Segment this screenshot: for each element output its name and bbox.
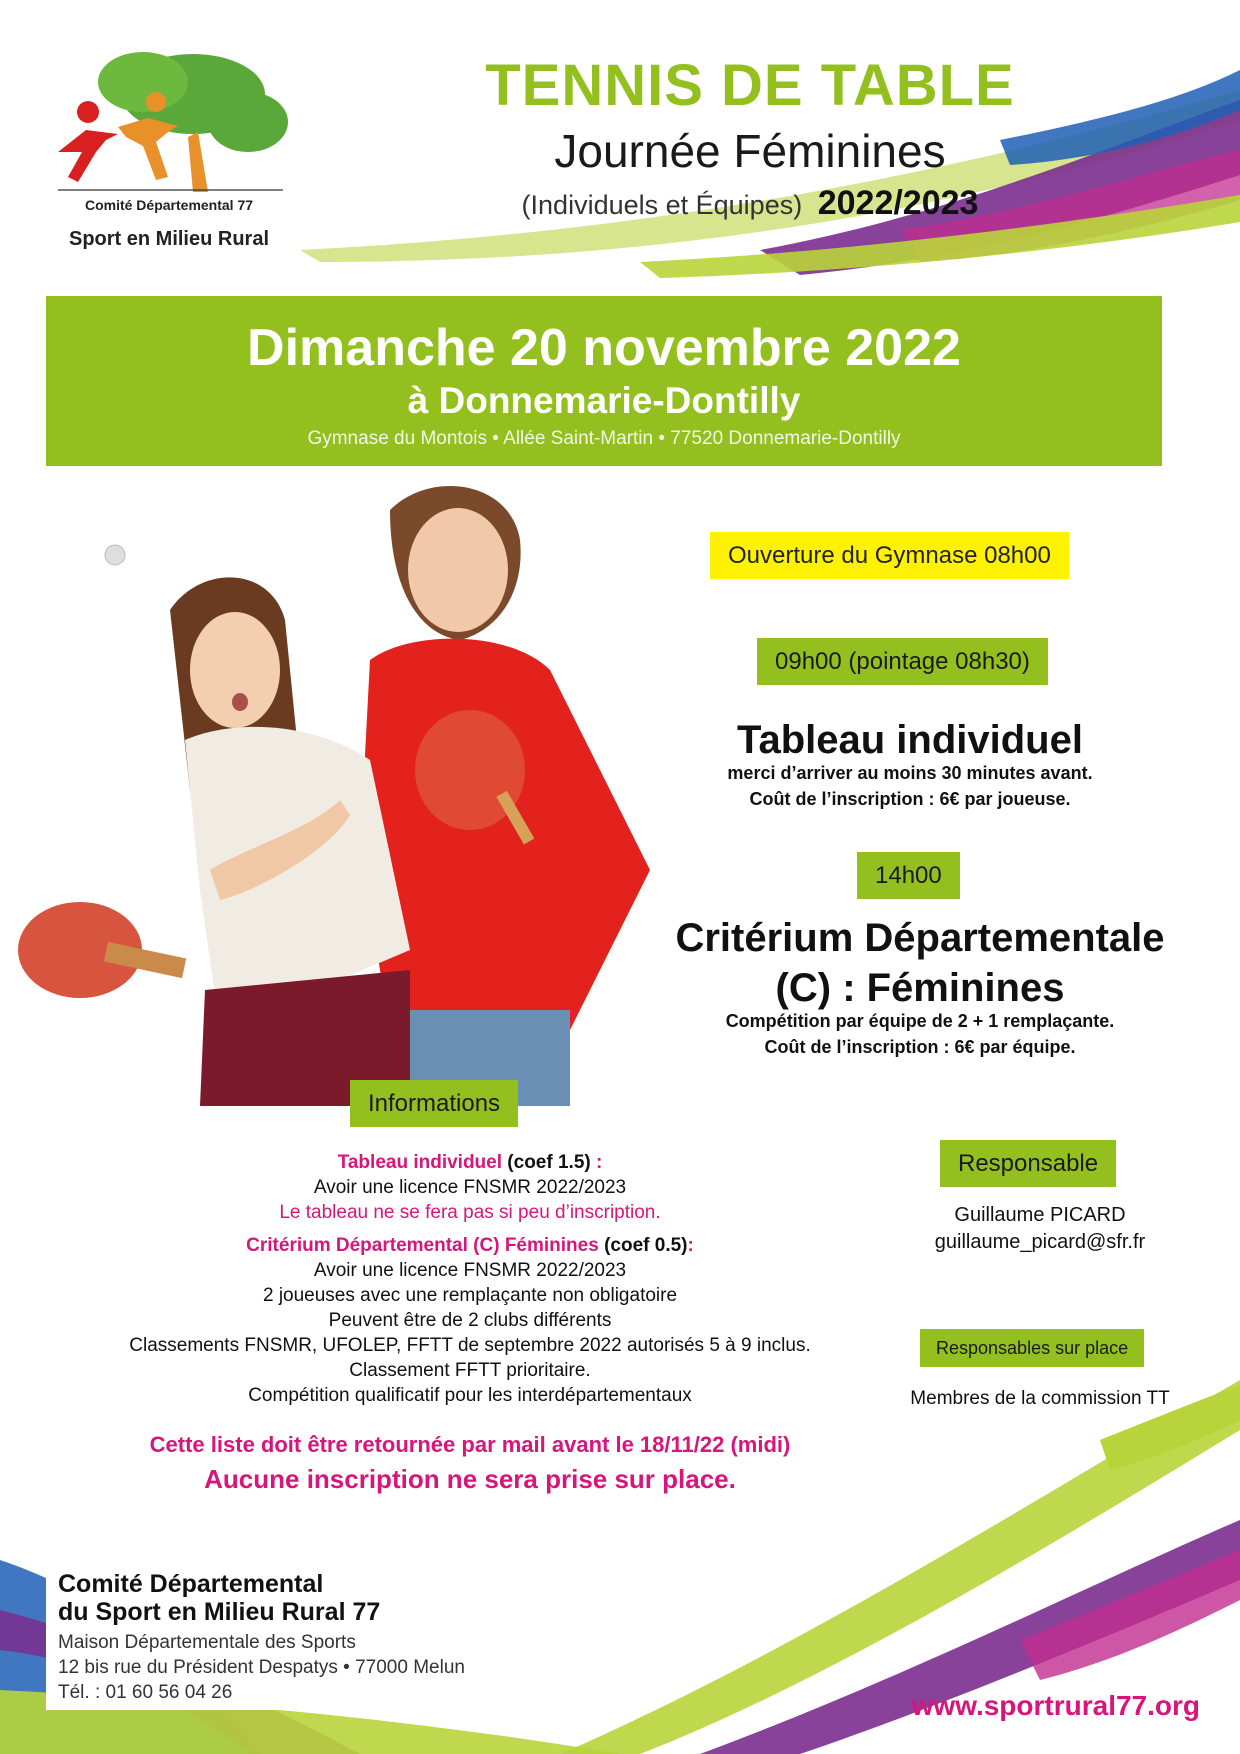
afternoon-note-2: Coût de l’inscription : 6€ par équipe. <box>764 1037 1076 1057</box>
morning-note-2: Coût de l’inscription : 6€ par joueuse. <box>749 789 1071 809</box>
footer-address-line-1: Maison Départementale des Sports <box>58 1632 356 1653</box>
no-onsite-warning: Aucune inscription ne sera prise sur place. <box>204 1464 736 1494</box>
individual-line-2: Le tableau ne se fera pas si peu d’inscription. <box>279 1202 661 1223</box>
logo-committee-text: Comité Départemental 77 <box>84 197 254 213</box>
footer-address <box>58 1630 528 1705</box>
page-title: TENNIS DE TABLE <box>485 53 1015 118</box>
informations-tag <box>350 1090 518 1118</box>
deadline-warning: Cette liste doit être retournée par mail avant le 18/11/22 (midi) <box>149 1432 791 1457</box>
morning-time: 09h00 (pointage 08h30) <box>757 638 1048 685</box>
website-link[interactable]: www.sportrural77.org <box>911 1690 1200 1721</box>
footer-address-line-2: 12 bis rue du Président Despatys • 77000 Melun <box>58 1657 465 1678</box>
page-subtitle: Journée Féminines <box>554 125 946 177</box>
event-date: Dimanche 20 novembre 2022 <box>247 319 961 377</box>
afternoon-event-title-2: (C) : Féminines <box>775 966 1065 1010</box>
players-photo <box>10 470 650 1106</box>
season-year: 2022/2023 <box>817 184 979 222</box>
informations-body <box>40 1150 900 1408</box>
responsable-label: Responsable <box>940 1140 1116 1187</box>
footer-org-line-1: Comité Départemental <box>58 1570 324 1598</box>
subtitle-categories: (Individuels et Équipes) <box>521 190 803 220</box>
individual-heading <box>40 1150 900 1175</box>
responsable-info <box>880 1202 1200 1256</box>
individual-colon: : <box>590 1152 603 1173</box>
criterium-title: Critérium Départemental (C) Féminines <box>246 1235 599 1256</box>
criterium-colon: : <box>687 1235 694 1256</box>
afternoon-note-1: Compétition par équipe de 2 + 1 remplaçante. <box>725 1011 1115 1031</box>
criterium-line: Classement FFTT prioritaire. <box>349 1360 591 1381</box>
opening-tag <box>710 542 1069 570</box>
page-subtitle-2 <box>440 184 1060 223</box>
criterium-coef: (coef 0.5) <box>598 1235 688 1256</box>
morning-event-title: Tableau individuel <box>737 718 1083 762</box>
informations-label: Informations <box>350 1080 518 1127</box>
responsable-name: Guillaume PICARD <box>954 1204 1126 1226</box>
criterium-line: Avoir une licence FNSMR 2022/2023 <box>313 1260 627 1281</box>
morning-time-tag <box>757 648 1048 676</box>
afternoon-event-title-1: Critérium Départementale <box>675 916 1165 960</box>
individual-coef: (coef 1.5) <box>502 1152 591 1173</box>
opening-time: Ouverture du Gymnase 08h00 <box>710 532 1069 579</box>
footer-phone: Tél. : 01 60 56 04 26 <box>58 1682 233 1703</box>
criterium-line: Peuvent être de 2 clubs différents <box>328 1310 612 1331</box>
afternoon-time: 14h00 <box>857 852 960 899</box>
morning-note-1: merci d’arriver au moins 30 minutes avant. <box>727 763 1093 783</box>
logo-org-text: Sport en Milieu Rural <box>68 228 270 250</box>
responsable-email[interactable]: guillaume_picard@sfr.fr <box>934 1231 1146 1253</box>
onsite-value: Membres de la commission TT <box>910 1388 1170 1409</box>
afternoon-time-tag <box>857 862 960 890</box>
criterium-line: Classements FNSMR, UFOLEP, FFTT de septembre 2022 autorisés 5 à 9 inclus. <box>129 1335 811 1356</box>
responsable-tag <box>940 1150 1116 1178</box>
criterium-line: 2 joueuses avec une remplaçante non obligatoire <box>262 1285 678 1306</box>
criterium-line: Compétition qualificatif pour les interdépartementaux <box>248 1385 692 1406</box>
individual-line-1: Avoir une licence FNSMR 2022/2023 <box>313 1177 627 1198</box>
event-place: à Donnemarie-Dontilly <box>407 380 801 421</box>
criterium-heading <box>40 1233 900 1258</box>
footer-org <box>58 1570 528 1626</box>
individual-title: Tableau individuel <box>337 1152 503 1173</box>
event-address: Gymnase du Montois • Allée Saint-Martin • 77520 Donnemarie-Dontilly <box>307 428 901 449</box>
footer-org-line-2: du Sport en Milieu Rural 77 <box>58 1598 381 1626</box>
onsite-label: Responsables sur place <box>920 1329 1144 1367</box>
onsite-tag <box>920 1338 1144 1359</box>
